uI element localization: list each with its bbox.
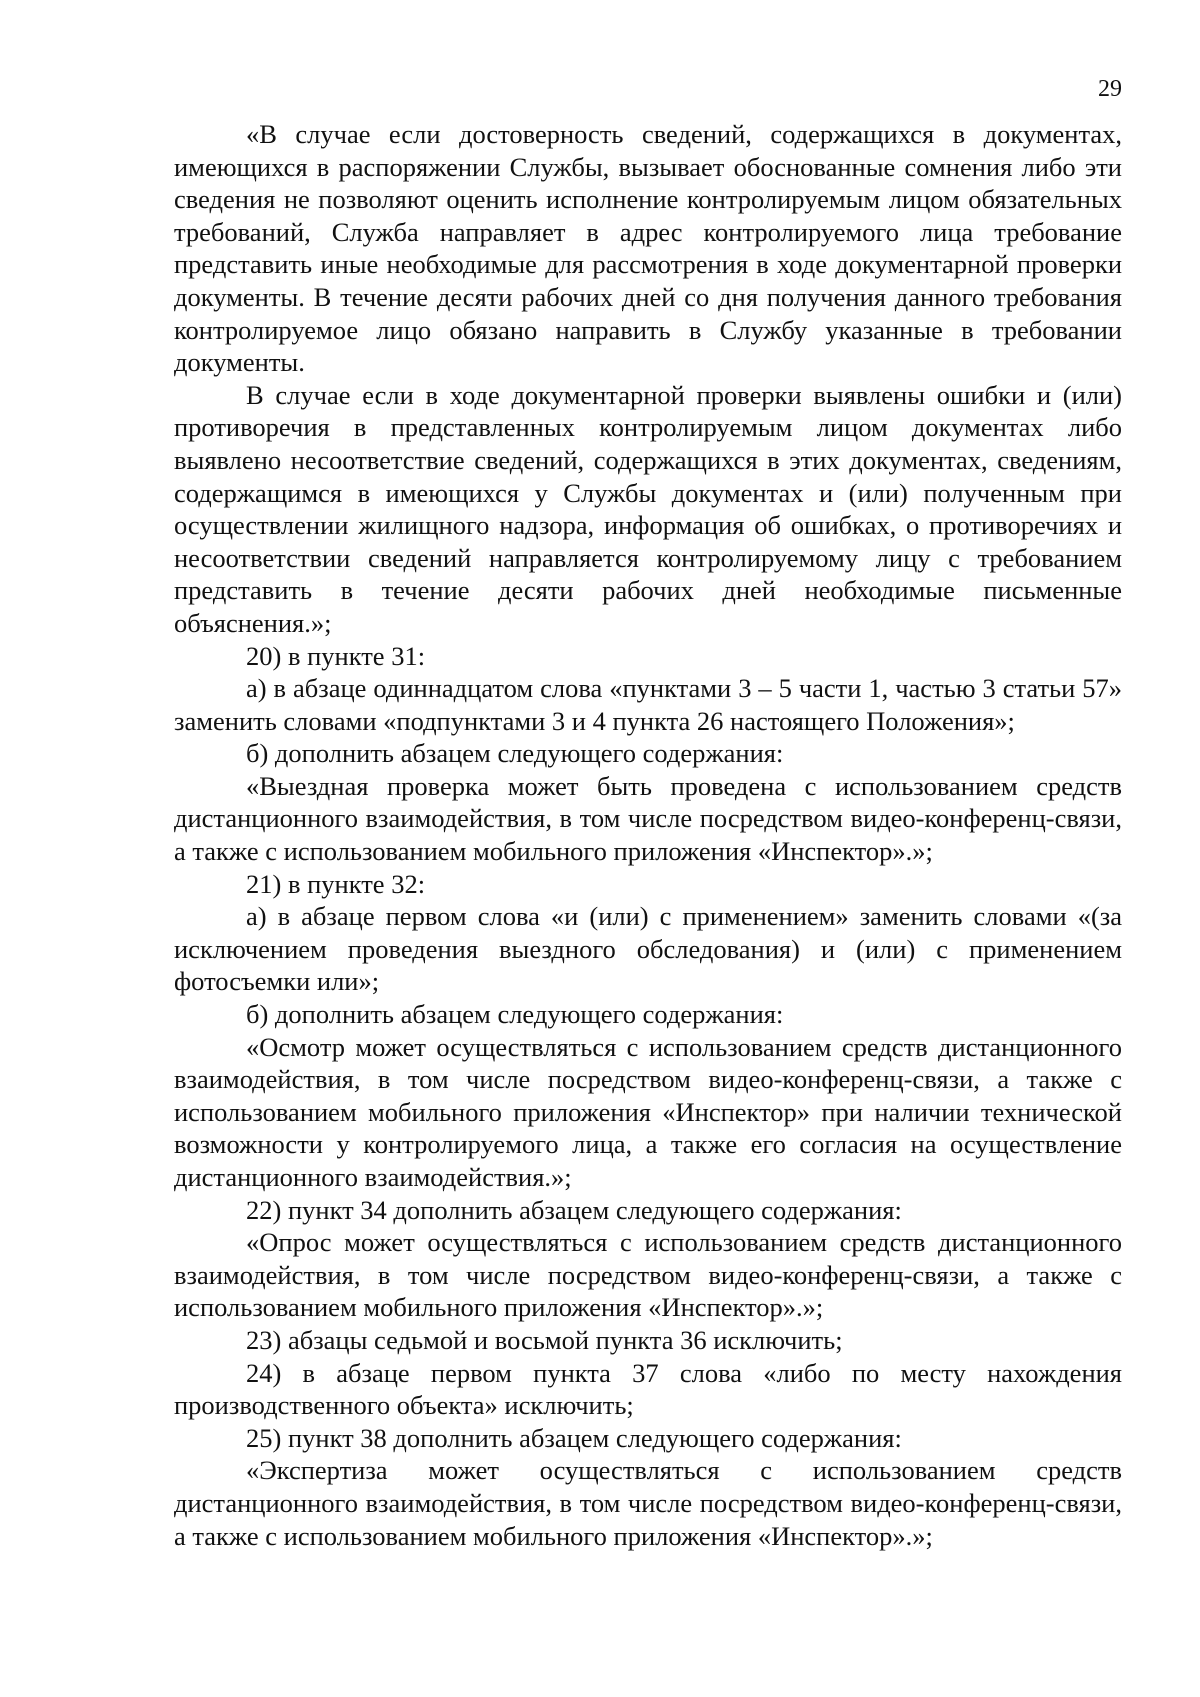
paragraph-10: «Осмотр может осуществляться с использованием средств дистанционного взаимодействия, в том числе посредством видео-конференц-связи, а также с использованием мобильного приложения «Инспектор» при наличии технической возможности у контролируемого лица, а также его согласия на осуществление дистанционного взаимодействия.»;: [174, 1031, 1122, 1192]
paragraph-16: «Экспертиза может осуществляться с использованием средств дистанционного взаимодействия, в том числе посредством видео-конференц-связи, а также с использованием мобильного приложения «Инспектор».»;: [174, 1455, 1122, 1551]
paragraph-4: а) в абзаце одиннадцатом слова «пунктами 3 – 5 части 1, частью 3 статьи 57» заменить словами «подпунктами 3 и 4 пункта 26 настоящего Положения»;: [174, 673, 1122, 736]
paragraph-7: 21) в пункте 32:: [246, 868, 426, 899]
paragraph-14: 24) в абзаце первом пункта 37 слова «либо по месту нахождения производственного объекта» исключить;: [174, 1357, 1122, 1421]
paragraph-3: 20) в пункте 31:: [246, 640, 426, 671]
paragraph-15: 25) пункт 38 дополнить абзацем следующего содержания:: [246, 1422, 902, 1453]
page-number: 29: [1098, 76, 1122, 102]
paragraph-5: б) дополнить абзацем следующего содержания:: [246, 738, 784, 769]
document-body: [174, 118, 1122, 1552]
paragraph-1: «В случае если достоверность сведений, содержащихся в документах, имеющихся в распоряжении Службы, вызывает обоснованные сомнения либо эти сведения не позволяют оценить исполнение контролируемым лицом обязательных требований, Служба направляет в адрес контролируемого лица требование представить иные необходимые для рассмотрения в ходе документарной проверки документы. В течение десяти рабочих дней со дня получения данного требования контролируемое лицо обязано направить в Службу указанные в требовании документы.: [174, 119, 1122, 378]
paragraph-11: 22) пункт 34 дополнить абзацем следующего содержания:: [246, 1194, 902, 1225]
paragraph-12: «Опрос может осуществляться с использованием средств дистанционного взаимодействия, в том числе посредством видео-конференц-связи, а также с использованием мобильного приложения «Инспектор».»;: [174, 1227, 1122, 1323]
paragraph-8: а) в абзаце первом слова «и (или) с применением» заменить словами «(за исключением проведения выездного обследования) и (или) с применением фотосъемки или»;: [174, 901, 1122, 997]
paragraph-9: б) дополнить абзацем следующего содержания:: [246, 999, 784, 1030]
paragraph-13: 23) абзацы седьмой и восьмой пункта 36 исключить;: [246, 1324, 843, 1355]
paragraph-2: В случае если в ходе документарной проверки выявлены ошибки и (или) противоречия в представленных контролируемым лицом документах либо выявлено несоответствие сведений, содержащихся в этих документах, сведениям, содержащимся в имеющихся у Службы документах и (или) полученным при осуществлении жилищного надзора, информация об ошибках, о противоречиях и несоответствии сведений направляется контролируемому лицу с требованием представить в течение десяти рабочих дней необходимые письменные объяснения.»;: [174, 379, 1122, 638]
paragraph-6: «Выездная проверка может быть проведена с использованием средств дистанционного взаимодействия, в том числе посредством видео-конференц-связи, а также с использованием мобильного приложения «Инспектор».»;: [174, 770, 1122, 867]
